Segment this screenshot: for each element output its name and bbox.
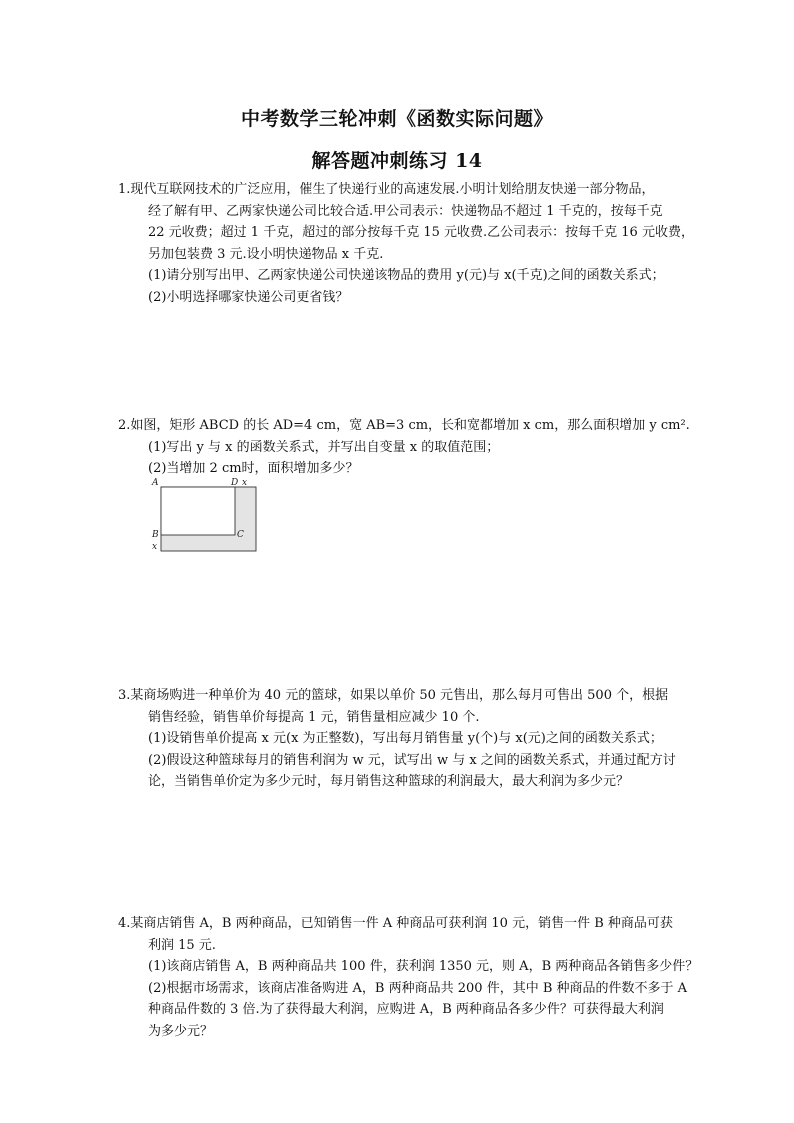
sub-question: 论，当销售单价定为多少元时，每月销售这种篮球的利润最大，最大利润为多少元？ (148, 774, 630, 789)
question-4-line-1 (118, 913, 708, 935)
label-a: A (152, 478, 159, 488)
question-4 (118, 913, 708, 1042)
question-text: 经了解有甲、乙两家快递公司比较合适.甲公司表示：快递物品不超过 1 千克的，按每千克 (148, 203, 663, 219)
question-1-line-1 (118, 179, 708, 201)
question-text: 利润 15 元. (148, 937, 216, 953)
question-text: 现代互联网技术的广泛应用，催生了快递行业的高速发展.小明计划给朋友快递一部分物品， (130, 182, 655, 197)
question-text: 如图，矩形 ABCD 的长 AD=4 cm，宽 AB=3 cm，长和宽都增加 x cm，那么面积增加 y cm². (130, 418, 690, 433)
question-3 (118, 685, 708, 793)
page-subtitle: 解答题冲刺练习 14 (311, 150, 483, 172)
question-2-line-1 (118, 415, 708, 437)
question-number: 4. (118, 916, 131, 931)
label-x-bottom: x (152, 542, 158, 552)
sub-question: (2)当增加 2 cm时，面积增加多少？ (148, 461, 359, 476)
sub-question: 为多少元？ (148, 1023, 214, 1039)
sub-question: (1)写出 y 与 x 的函数关系式，并写出自变量 x 的取值范围； (148, 439, 500, 455)
rectangle-figure (150, 476, 262, 552)
question-text: 另加包装费 3 元.设小明快递物品 x 千克. (148, 246, 384, 262)
question-number: 2. (118, 418, 131, 433)
label-d: D (231, 478, 239, 488)
question-number: 1. (118, 182, 131, 197)
sub-question: (2)根据市场需求，该商店准备购进 A，B 两种商品共 200 件，其中 B 种商品的件数不多于 A (148, 980, 688, 996)
sub-question: (1)该商店销售 A，B 两种商品共 100 件，获利润 1350 元，则 A，B 两种商品各销售多少件？ (148, 959, 699, 974)
label-b: B (152, 530, 159, 540)
original-rectangle-abcd (161, 487, 235, 535)
question-text: 某商场购进一种单价为 40 元的篮球，如果以单价 50 元售出，那么每月可售出 500 个，根据 (130, 688, 669, 703)
sub-question: (2)小明选择哪家快递公司更省钱？ (148, 289, 349, 305)
sub-question: (2)假设这种篮球每月的销售利润为 w 元，试写出 w 与 x 之间的函数关系式，并通过配方讨 (148, 752, 676, 768)
question-text: 22 元收费；超过 1 千克，超过的部分按每千克 15 元收费.乙公司表示：按每千克 16 元收费， (148, 225, 694, 240)
label-x-top: x (242, 478, 248, 488)
question-text: 某商店销售 A，B 两种商品，已知销售一件 A 种商品可获利润 10 元，销售一件 B 种商品可获 (130, 916, 673, 931)
label-c: C (237, 530, 244, 540)
sub-question: 种商品件数的 3 倍.为了获得最大利润，应购进 A，B 两种商品各多少件？可获得最大利润 (148, 1002, 664, 1017)
page-title: 中考数学三轮冲刺《函数实际问题》 (240, 108, 553, 130)
question-1 (118, 179, 708, 308)
question-text: 销售经验，销售单价每提高 1 元，销售量相应减少 10 个. (148, 709, 480, 725)
sub-question: (1)请分别写出甲、乙两家快递公司快递该物品的费用 y(元)与 x(千克)之间的函数关系式； (148, 268, 665, 283)
question-3-line-1 (118, 685, 708, 707)
question-2 (118, 415, 708, 480)
sub-question: (1)设销售单价提高 x 元(x 为正整数)，写出每月销售量 y(个)与 x(元)之间的函数关系式； (148, 731, 663, 746)
question-number: 3. (118, 688, 131, 703)
